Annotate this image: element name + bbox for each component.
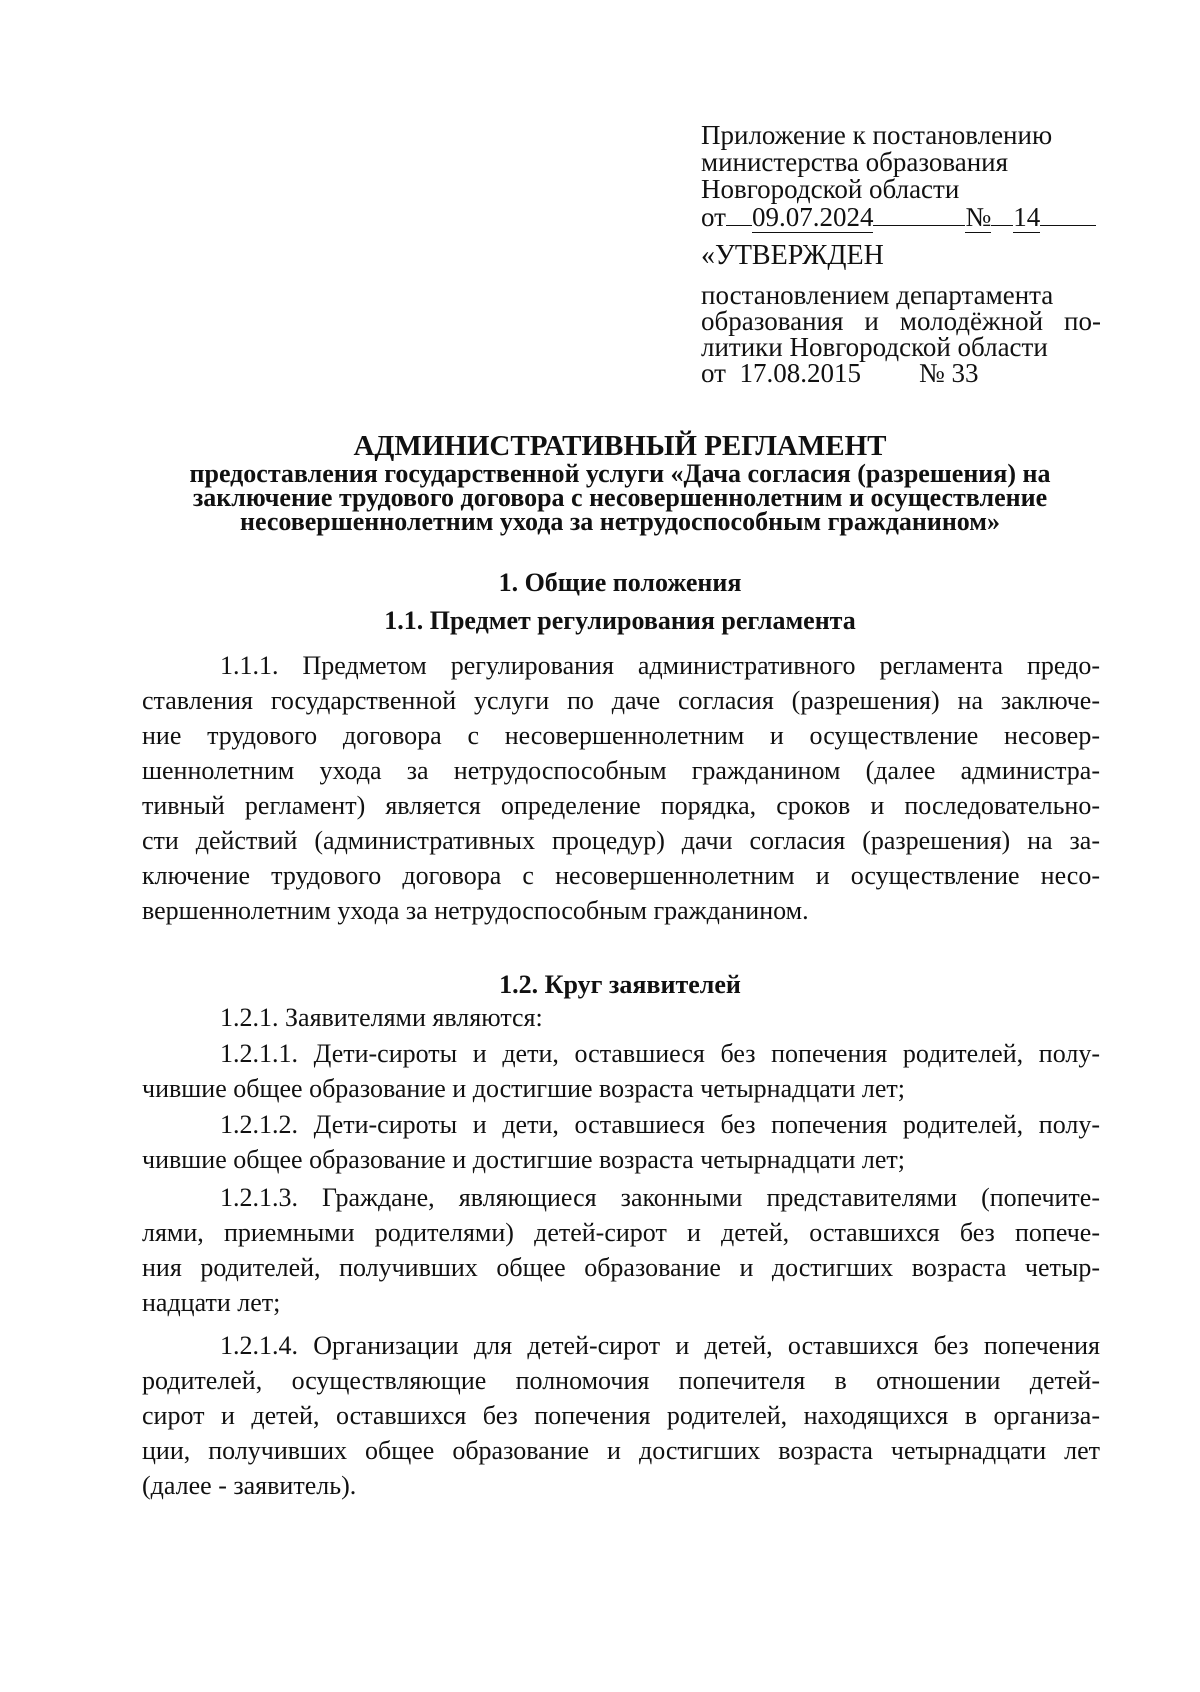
text-line: 1.2.1.2. Дети-сироты и дети, оставшиеся без попечения родителей, полу-	[220, 1110, 1100, 1139]
appendix-date: 09.07.2024	[751, 202, 874, 232]
text-line: 1.2.1.4. Организации для детей-сирот и детей, оставшихся без попечения	[220, 1331, 1100, 1360]
appendix-number: 14	[1013, 202, 1041, 232]
paragraph-1-2-1-2	[142, 1107, 1100, 1177]
approved-line: образования и молодёжной по-	[701, 306, 1101, 336]
subsection-heading: 1.1. Предмет регулирования регламента	[384, 606, 856, 635]
paragraph-1-2-1-3	[142, 1180, 1100, 1320]
paragraph-1-2-1	[142, 1000, 1100, 1035]
text-line: ние трудового договора с несовершеннолетним и осуществление несовер-	[142, 721, 1100, 750]
date-prefix: от	[701, 202, 726, 232]
underline	[726, 203, 752, 226]
text-line: надцати лет;	[142, 1288, 281, 1317]
approved-date-line	[701, 360, 1101, 386]
subsection-heading: 1.2. Круг заявителей	[499, 970, 741, 999]
appendix-line: Новгородской области	[701, 174, 960, 204]
appendix-date-line	[701, 203, 1121, 231]
approved-number: 33	[951, 358, 979, 388]
text-line: 1.2.1.1. Дети-сироты и дети, оставшиеся без попечения родителей, полу-	[220, 1039, 1100, 1068]
document-subtitle-line: предоставления государственной услуги «Дача согласия (разрешения) на	[189, 459, 1051, 488]
text-line: ставления государственной услуги по даче согласия (разрешения) на заключе-	[142, 686, 1100, 715]
approved-by-block	[701, 282, 1101, 386]
approved-line: постановлением департамента	[701, 280, 1054, 310]
text-line: 1.1.1. Предметом регулирования административного регламента предо-	[220, 651, 1100, 680]
paragraph-1-2-1-4	[142, 1328, 1100, 1503]
document-title: АДМИНИСТРАТИВНЫЙ РЕГЛАМЕНТ	[353, 430, 887, 462]
section-heading: 1. Общие положения	[498, 568, 742, 597]
paragraph-1-2-1-1	[142, 1036, 1100, 1106]
underline	[873, 203, 965, 226]
approved-date: 17.08.2015	[739, 358, 861, 388]
text-line: родителей, осуществляющие полномочия попечителя в отношении детей-	[142, 1366, 1100, 1395]
approved-heading: «УТВЕРЖДЕН	[701, 240, 884, 271]
text-line: тивный регламент) является определение порядка, сроков и последовательно-	[142, 791, 1100, 820]
text-line: ключение трудового договора с несовершеннолетним и осуществление несо-	[142, 861, 1100, 890]
appendix-line: министерства образования	[701, 147, 1009, 177]
text-line: ции, получивших общее образование и достигших возраста четырнадцати лет	[142, 1436, 1100, 1465]
text-line: (далее - заявитель).	[142, 1471, 357, 1500]
date-prefix: от	[701, 358, 726, 388]
document-subtitle-line: заключение трудового договора с несовершеннолетним и осуществление	[192, 483, 1048, 512]
text-line: ния родителей, получивших общее образование и достигших возраста четыр-	[142, 1253, 1100, 1282]
appendix-line: Приложение к постановлению	[701, 120, 1053, 150]
text-line: сти действий (административных процедур) дачи согласия (разрешения) на за-	[142, 826, 1100, 855]
number-sign: №	[965, 202, 992, 232]
underline	[1040, 203, 1096, 226]
text-line: вершеннолетним ухода за нетрудоспособным гражданином.	[142, 896, 809, 925]
approved-line: литики Новгородской области	[701, 332, 1048, 362]
text-line: чившие общее образование и достигшие возраста четырнадцати лет;	[142, 1074, 906, 1103]
text-line: чившие общее образование и достигшие возраста четырнадцати лет;	[142, 1145, 906, 1174]
appendix-block	[701, 122, 1121, 231]
number-sign: №	[918, 358, 945, 388]
text-line: лями, приемными родителями) детей-сирот и детей, оставшихся без попече-	[142, 1218, 1100, 1247]
text-line: шеннолетним ухода за нетрудоспособным гражданином (далее администра-	[142, 756, 1100, 785]
text-line: 1.2.1.3. Граждане, являющиеся законными представителями (попечите-	[220, 1183, 1100, 1212]
document-subtitle-line: несовершеннолетним ухода за нетрудоспособным гражданином»	[239, 507, 1001, 536]
underline	[991, 203, 1013, 226]
text-line: 1.2.1. Заявителями являются:	[220, 1003, 543, 1032]
paragraph-1-1-1	[142, 648, 1100, 928]
text-line: сирот и детей, оставшихся без попечения родителей, находящихся в организа-	[142, 1401, 1100, 1430]
